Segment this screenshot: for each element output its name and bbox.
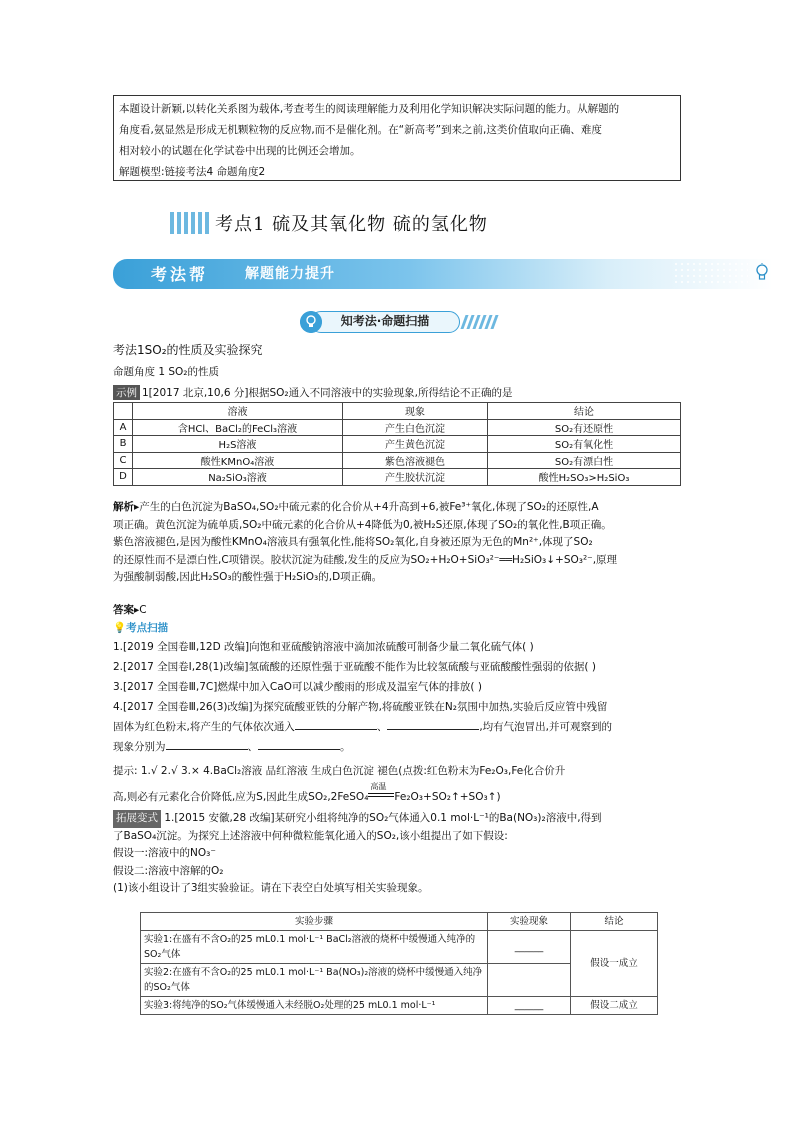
table-cell: 假设二成立 — [571, 997, 658, 1015]
reaction-condition — [368, 782, 394, 807]
table-header: 现象 — [343, 403, 488, 420]
scan-item-text: 。 — [340, 741, 351, 753]
table-row — [141, 931, 658, 964]
table-row — [114, 419, 681, 436]
table-header — [114, 403, 133, 420]
scan-heading — [113, 620, 168, 635]
table-cell: 产生黄色沉淀 — [343, 436, 488, 453]
extension-line: 假设二:溶液中溶解的O₂ — [113, 864, 224, 877]
scan-label: 考点扫描 — [126, 622, 169, 634]
scan-item: 3.[2017 全国卷Ⅲ,7C]燃煤中加入CaO可以减少酸雨的形成及温室气体的排放( ) — [113, 681, 482, 693]
scan-item-text: 、 — [247, 741, 258, 753]
answer-label: 答案▸ — [113, 604, 140, 616]
lightbulb-icon: 💡 — [113, 622, 127, 634]
table-cell: 酸性KMnO₄溶液 — [133, 452, 343, 469]
table-header: 实验步骤 — [141, 913, 488, 931]
answer-blank[interactable] — [166, 738, 248, 750]
phenomenon-blank[interactable]: ______ — [488, 931, 571, 964]
table-row — [141, 997, 658, 1015]
table-cell: A — [114, 419, 133, 436]
scan-item — [113, 717, 683, 737]
topic-title: 考点1 硫及其氧化物 硫的氢化物 — [215, 214, 488, 235]
answer-line — [113, 602, 147, 617]
answer-blank[interactable] — [387, 718, 479, 730]
table-cell: 含HCl、BaCl₂的FeCl₃溶液 — [133, 419, 343, 436]
table-cell: SO₂有漂白性 — [488, 452, 681, 469]
lightbulb-icon — [755, 263, 769, 283]
table-cell: 产生胶状沉淀 — [343, 469, 488, 486]
table-row — [114, 436, 681, 453]
scan-tips: 提示: 1.√ 2.√ 3.× 4.BaCl₂溶液 品红溶液 生成白色沉淀 褪色(点拨:红色粉末为Fe₂O₃,Fe化合价升 — [113, 765, 566, 777]
table-row — [114, 452, 681, 469]
sub-banner-label: 知考法·命题扫描 — [310, 311, 460, 333]
table-row — [114, 469, 681, 486]
intro-line: 本题设计新颖,以转化关系图为载体,考查考生的阅读理解能力及利用化学知识解决实际问题的能力。从解题的 — [119, 103, 620, 115]
scan-tips — [113, 782, 683, 807]
analysis-label: 解析▸ — [113, 501, 140, 513]
scan-item: 1.[2019 全国卷Ⅲ,12D 改编]向饱和亚硫酸钠溶液中滴加浓硫酸可制备少量二氧化硫气体( ) — [113, 641, 534, 653]
heading-bars-icon — [170, 212, 209, 234]
analysis-block — [113, 499, 683, 587]
phenomenon-blank[interactable] — [488, 964, 571, 997]
experiment-table — [140, 912, 658, 1015]
phenomenon-blank[interactable]: ______ — [488, 997, 571, 1015]
banner-tag: 考法帮 — [151, 265, 209, 284]
stripes-decoration — [463, 315, 496, 329]
table-cell: SO₂有还原性 — [488, 419, 681, 436]
extension-line: 假设一:溶液中的NO₃⁻ — [113, 847, 216, 859]
table-cell: D — [114, 469, 133, 486]
analysis-line: 紫色溶液褪色,是因为酸性KMnO₄溶液具有强氧化性,能将SO₂氧化,自身被还原为无色的Mn²⁺,体现了SO₂ — [113, 536, 593, 548]
scan-item-text: 固体为红色粉末,将产生的气体依次通入 — [113, 721, 295, 733]
table-cell: SO₂有氧化性 — [488, 436, 681, 453]
sub-banner — [300, 311, 500, 335]
section-banner — [113, 259, 773, 289]
scan-item: 4.[2017 全国卷Ⅲ,26(3)改编]为探究硫酸亚铁的分解产物,将硫酸亚铁在N₂氛围中加热,实验后反应管中残留 — [113, 701, 608, 713]
intro-line: 相对较小的试题在化学试卷中出现的比例还会增加。 — [119, 145, 361, 157]
example-tag: 示例 — [113, 385, 140, 400]
table-cell: 酸性H₂SO₃>H₂SiO₃ — [488, 469, 681, 486]
table-cell: 紫色溶液褪色 — [343, 452, 488, 469]
table-header: 实验现象 — [488, 913, 571, 931]
table-cell: 实验2:在盛有不含O₂的25 mL0.1 mol·L⁻¹ Ba(NO₃)₂溶液的烧杯中缓慢通入纯净的SO₂气体 — [141, 964, 488, 997]
extension-tag: 拓展变式 — [113, 810, 161, 828]
table-header-row — [141, 913, 658, 931]
tips-text: 高,则必有元素化合价降低,应为S,因此生成SO₂,2FeSO₄ — [113, 791, 369, 803]
intro-box — [113, 95, 681, 181]
table-cell: H₂S溶液 — [133, 436, 343, 453]
extension-line: 了BaSO₄沉淀。为探究上述溶液中何种微粒能氧化通入的SO₂,该小组提出了如下假设: — [113, 829, 508, 842]
table-cell: 实验1:在盛有不含O₂的25 mL0.1 mol·L⁻¹ BaCl₂溶液的烧杯中缓慢通入纯净的SO₂气体 — [141, 931, 488, 964]
banner-subtitle: 解题能力提升 — [245, 266, 335, 282]
example-table — [113, 402, 681, 486]
tips-text: Fe₂O₃+SO₂↑+SO₃↑) — [394, 791, 501, 803]
scan-list — [113, 637, 683, 807]
extension-line: (1)该小组设计了3组实验验证。请在下表空白处填写相关实验现象。 — [113, 882, 429, 894]
intro-line: 角度看,氨显然是形成无机颗粒物的反应物,而不是催化剂。在“新高考”到来之前,这类价值取向正确、难度 — [119, 124, 602, 136]
table-cell: 实验3:将纯净的SO₂气体缓慢通入未经脱O₂处理的25 mL0.1 mol·L⁻¹ — [141, 997, 488, 1015]
answer-blank[interactable] — [295, 718, 377, 730]
lightbulb-icon — [300, 311, 322, 333]
method-heading: 考法1SO₂的性质及实验探究 — [113, 343, 263, 357]
analysis-line: 产生的白色沉淀为BaSO₄,SO₂中硫元素的化合价从+4升高到+6,被Fe³⁺氧化,体现了SO₂的还原性,A — [139, 501, 599, 513]
table-cell: Na₂SiO₃溶液 — [133, 469, 343, 486]
table-header: 溶液 — [133, 403, 343, 420]
example-text: 1[2017 北京,10,6 分]根据SO₂通入不同溶液中的实验现象,所得结论不正确的是 — [142, 387, 513, 399]
table-header: 结论 — [571, 913, 658, 931]
angle-heading: 命题角度 1 SO₂的性质 — [113, 366, 219, 378]
table-cell: 假设一成立 — [571, 931, 658, 997]
analysis-line: 为强酸制弱酸,因此H₂SO₃的酸性强于H₂SiO₃的,D项正确。 — [113, 571, 383, 583]
example-question — [113, 385, 512, 400]
dots-decoration — [673, 261, 748, 287]
table-cell: B — [114, 436, 133, 453]
answer-value: C — [139, 604, 147, 616]
table-header: 结论 — [488, 403, 681, 420]
intro-line: 解题模型:链接考法4 命题角度2 — [119, 166, 266, 178]
analysis-line: 项正确。黄色沉淀为硫单质,SO₂中硫元素的化合价从+4降低为0,被H₂S还原,体现了SO₂的氧化性,B项正确。 — [113, 518, 612, 531]
extension-block — [113, 810, 683, 898]
condition-label: 高温 — [370, 782, 387, 791]
answer-blank[interactable] — [258, 738, 340, 750]
analysis-line: 的还原性而不是漂白性,C项错误。胶状沉淀为硅酸,发生的反应为SO₂+H₂O+SiO₃²⁻══H₂SiO₃↓+SO₃²⁻,原理 — [113, 553, 618, 566]
scan-item — [113, 737, 683, 757]
topic-heading — [170, 208, 630, 238]
extension-line: 1.[2015 安徽,28 改编]某研究小组将纯净的SO₂气体通入0.1 mol·L⁻¹的Ba(NO₃)₂溶液中,得到 — [164, 812, 602, 824]
scan-item: 2.[2017 全国卷Ⅰ,28(1)改编]氢硫酸的还原性强于亚硫酸不能作为比较氢硫酸与亚硫酸酸性强弱的依据( ) — [113, 661, 596, 673]
table-cell: C — [114, 452, 133, 469]
scan-item-text: 现象分别为 — [113, 741, 166, 753]
table-cell: 产生白色沉淀 — [343, 419, 488, 436]
scan-item-text: ,均有气泡冒出,并可观察到的 — [479, 721, 613, 733]
scan-item-text: 、 — [376, 721, 388, 733]
table-header-row — [114, 403, 681, 420]
